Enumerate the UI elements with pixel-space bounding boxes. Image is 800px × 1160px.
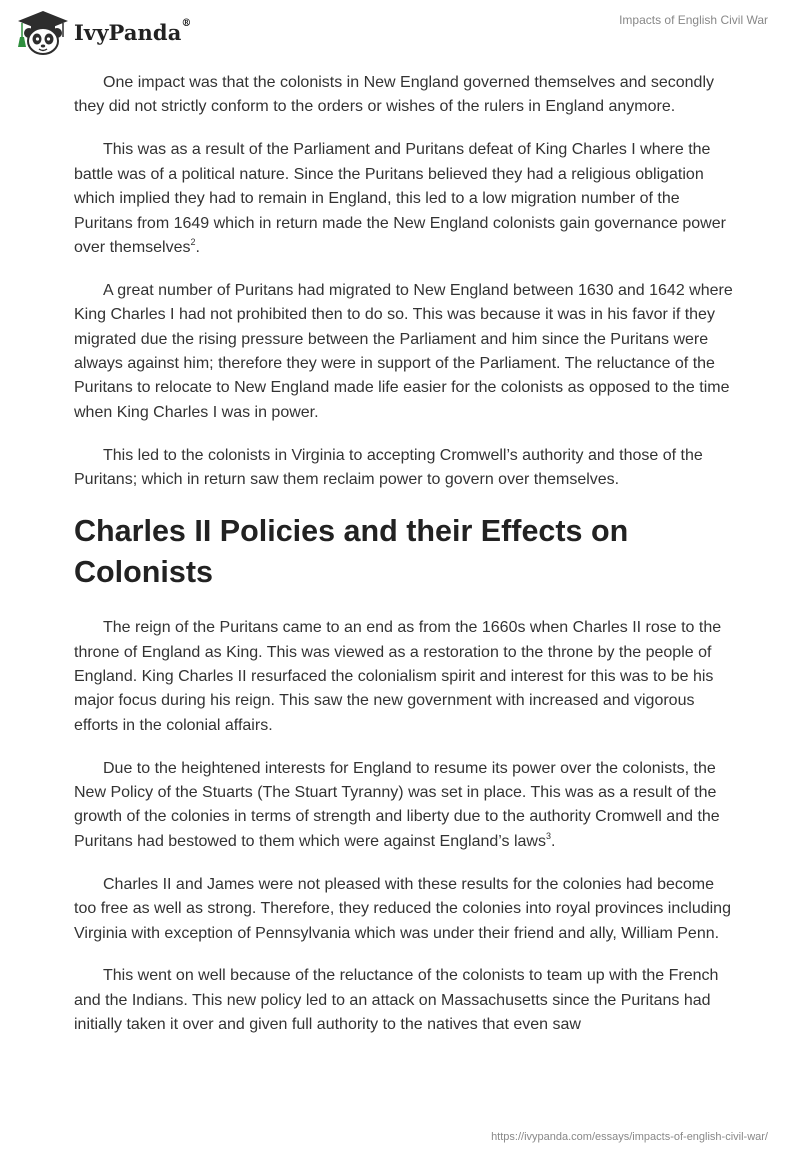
- paragraph-trailing-text: .: [195, 238, 200, 256]
- paragraph-text: The reign of the Puritans came to an end as from the 1660s when Charles II rose to the throne of England as King. This was viewed as a restoration to the throne by the people of England. King Charles II resurfaced the colonialism spirit and interest for this was to be his major focus during his reign. This saw the new government with increased and vigorous efforts in the colonial affairs.: [74, 619, 722, 734]
- footnote-reference[interactable]: 2: [190, 236, 196, 247]
- paragraph-text: This was as a result of the Parliament and Puritans defeat of King Charles I where the battle was of a political nature. Since the Puritans believed they had a religious obligation which implied they had to remain in England, this led to a low migration number of the Puritans from 1649 which in return made the New England colonists gain governance power over themselves: [74, 141, 726, 256]
- body-paragraph: [74, 616, 734, 738]
- paragraph-text: This went on well because of the reluctance of the colonists to team up with the French and the Indians. This new policy led to an attack on Massachusetts since the Puritans had initially taken it over and given full authority to the natives that even saw: [74, 967, 719, 1034]
- footer-url[interactable]: https://ivypanda.com/essays/impacts-of-english-civil-war/: [491, 1131, 768, 1143]
- essay-content: [74, 71, 734, 1056]
- paragraph-text: Due to the heightened interests for England to resume its power over the colonists, the New Policy of the Stuarts (The Stuart Tyranny) was set in place. This was as a result of the growth of the colonies in terms of strength and liberty due to the authority Cromwell and the Puritans had bestowed to them which were against England’s laws: [74, 759, 720, 850]
- body-paragraph: [74, 138, 734, 260]
- paragraph-text: This led to the colonists in Virginia to accepting Cromwell’s authority and those of the Puritans; which in return saw them reclaim power to govern over themselves.: [74, 446, 703, 489]
- paragraph-text: Charles II and James were not pleased with these results for the colonies had become too free as well as strong. Therefore, they reduced the colonies into royal provinces including Virginia with exception of Pennsylvania which was under their friend and ally, William Penn.: [74, 875, 731, 942]
- body-paragraph: [74, 873, 734, 946]
- body-paragraph: [74, 71, 734, 120]
- paragraphs-before-heading: [74, 71, 734, 493]
- body-paragraph: [74, 964, 734, 1037]
- paragraph-trailing-text: .: [551, 832, 556, 850]
- paragraphs-after-heading: [74, 616, 734, 1038]
- paragraph-text: One impact was that the colonists in New England governed themselves and secondly they did not strictly conform to the orders or wishes of the rulers in England anymore.: [74, 74, 715, 116]
- body-paragraph: [74, 757, 734, 855]
- body-paragraph: [74, 279, 734, 425]
- section-heading: Charles II Policies and their Effects on Colonists: [74, 514, 629, 590]
- footnote-reference[interactable]: 3: [545, 830, 551, 841]
- panda-graduate-logo-icon: [16, 9, 70, 55]
- paragraph-text: A great number of Puritans had migrated to New England between 1630 and 1642 where King Charles I had not prohibited then to do so. This was because it was in his favor if they migrated due the rising pressure between the Parliament and him since the Puritans were always against him; therefore they were in support of the Parliament. The reluctance of the Puritans to relocate to New England made life easier for the colonists as opposed to the time when King Charles I was in power.: [74, 281, 733, 421]
- page-header: [0, 0, 800, 64]
- brand-logo[interactable]: [16, 6, 192, 58]
- document-title: Impacts of English Civil War: [619, 13, 768, 27]
- brand-name: IvyPanda®: [74, 17, 192, 45]
- body-paragraph: [74, 444, 734, 493]
